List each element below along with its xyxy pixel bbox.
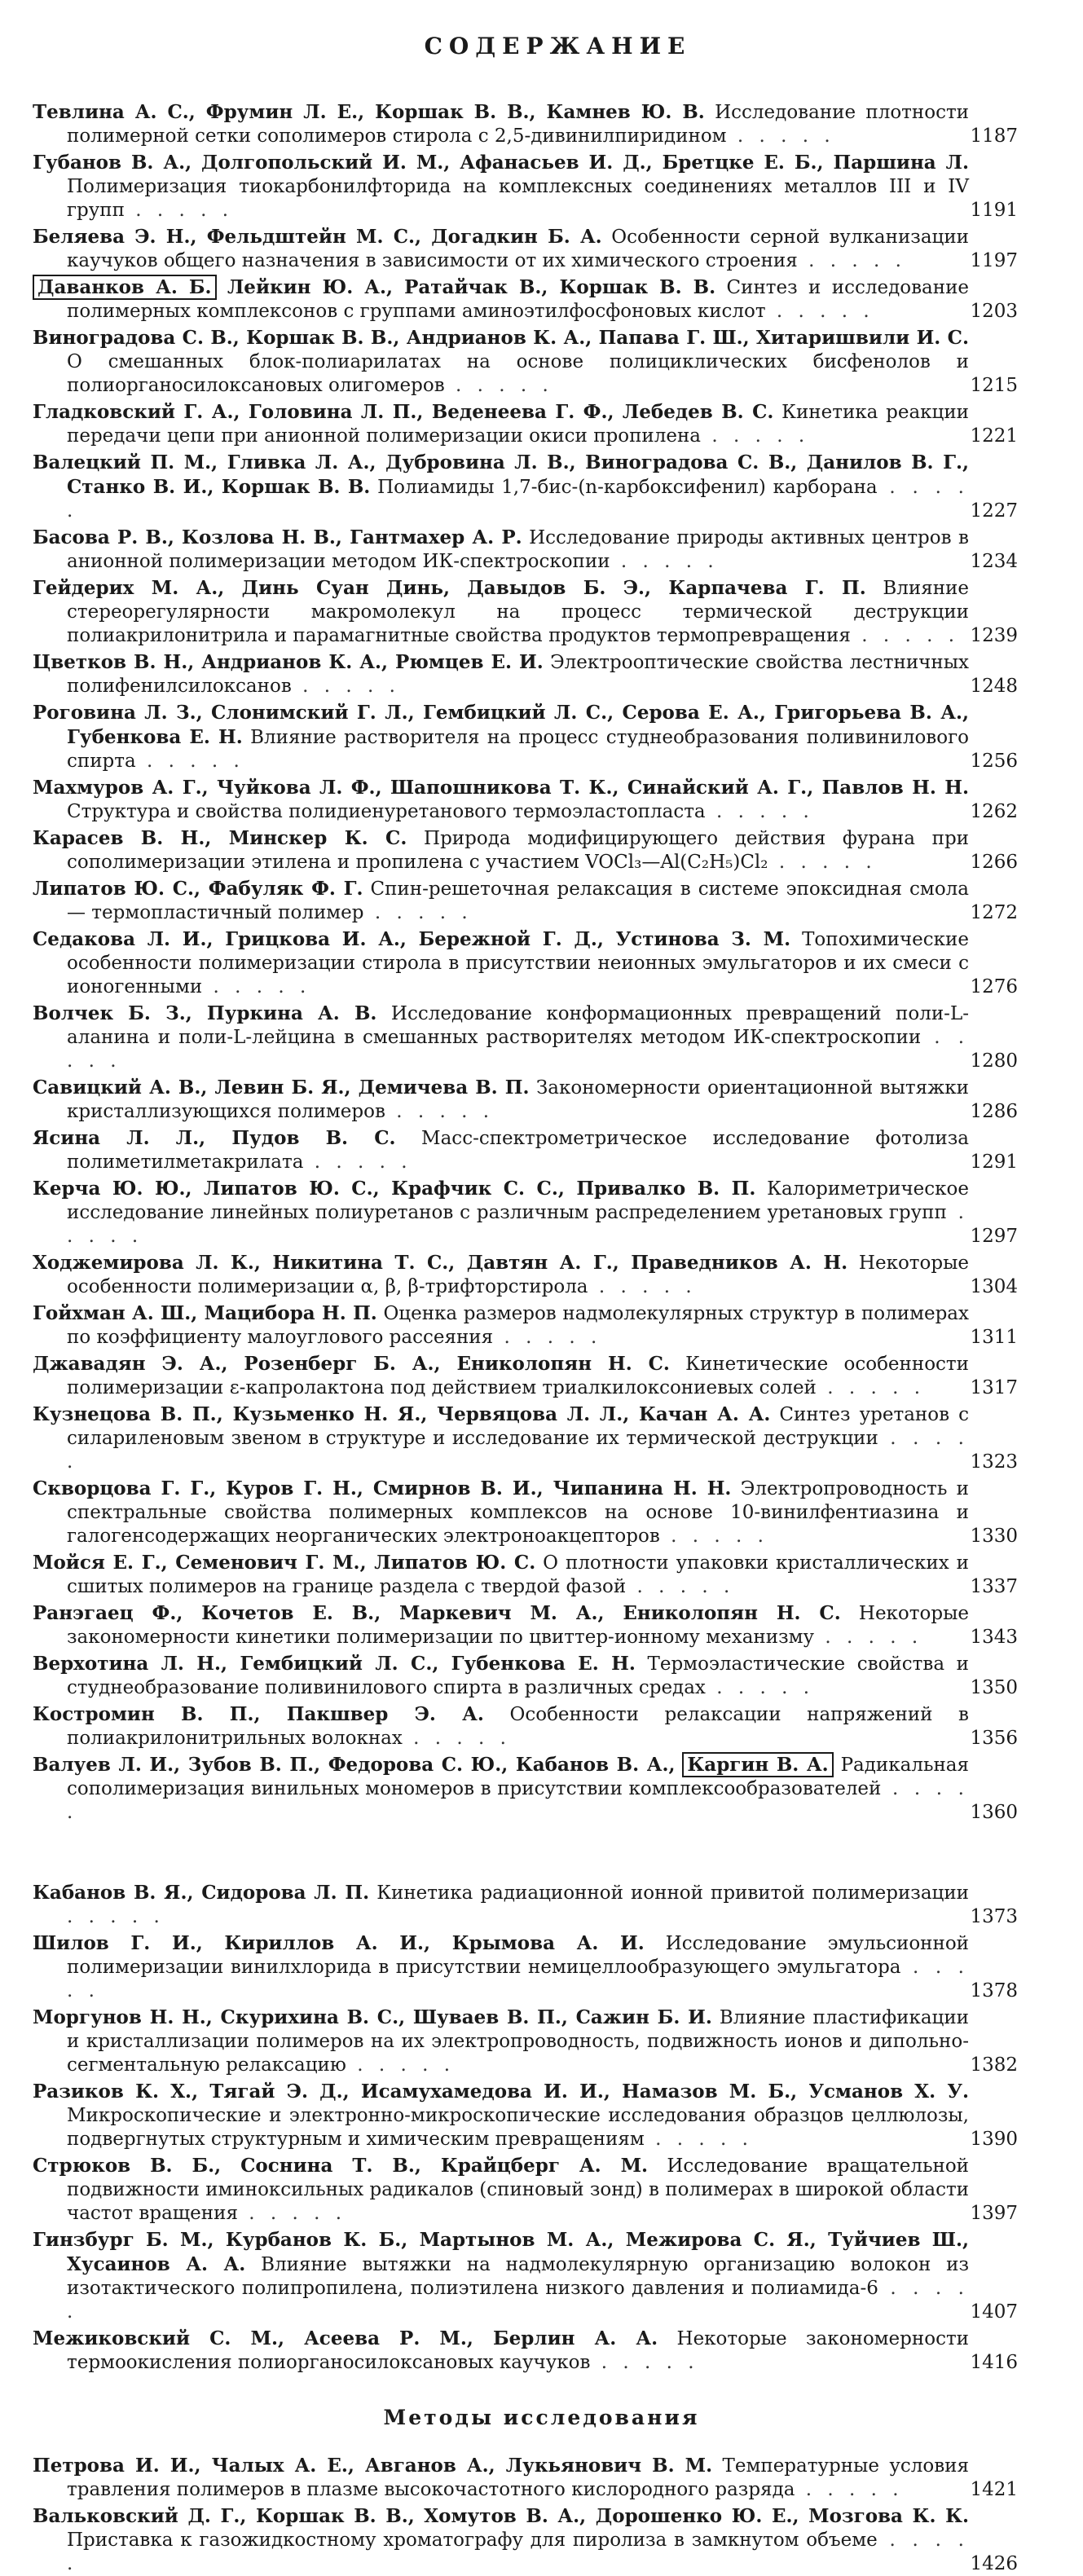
entry-title: Термоэластические свойства и студнеобразование поливинилового спирта в различных средах xyxy=(67,1653,970,1698)
toc-entry xyxy=(33,526,1050,574)
entry-text xyxy=(33,927,969,999)
leader-dots: . . . . . xyxy=(816,1377,926,1398)
entry-text xyxy=(33,400,969,448)
entry-title: Спин-решеточная релаксация в системе эпоксидная смола — термопластичный полимер xyxy=(67,878,969,923)
toc-entry xyxy=(33,225,1050,273)
leader-dots: . . . . . xyxy=(850,625,960,646)
toc-entry xyxy=(33,2006,1050,2077)
entry-title: Приставка к газожидкостному хроматографу для пиролиза в замкнутом объеме xyxy=(67,2530,878,2551)
entry-title: Калориметрическое исследование линейных полиуретанов с различным распределением уретановых групп xyxy=(67,1178,969,1223)
leader-dots: . . . . . xyxy=(588,1276,697,1297)
entry-title: О смешанных блок-полиарилатах на основе полициклических бисфенолов и полиорганосилоксановых олигомеров xyxy=(67,351,969,396)
entry-page-number: 1297 xyxy=(970,1226,1018,1247)
entry-authors: Савицкий А. В., Левин Б. Я., Демичева В. П. xyxy=(33,1077,530,1099)
entry-authors: Басова Р. В., Козлова Н. В., Гантмахер А. Р. xyxy=(33,526,522,548)
toc-entry xyxy=(33,275,1050,324)
entry-title: Закономерности ориентационной вытяжки кристаллизующихся полимеров xyxy=(67,1077,969,1122)
leader-dots: . . . . . xyxy=(705,1677,815,1698)
leader-dots: . . . . . xyxy=(814,1627,923,1648)
entry-title: Синтез и исследование полимерных комплексонов с группами аминоэтилфосфоновых кислот xyxy=(67,277,970,322)
leader-dots: . . . . . xyxy=(765,301,874,322)
toc-entry xyxy=(33,826,1050,874)
entry-text xyxy=(33,2327,969,2375)
toc-entry xyxy=(33,1477,1050,1548)
entry-title: Некоторые закономерности термоокисления полиорганосилоксановых каучуков xyxy=(67,2328,969,2373)
entry-page-number: 1291 xyxy=(970,1151,1018,1173)
entry-title: Полиамиды 1,7-бис-(n-карбоксифенил) карборана xyxy=(377,477,878,498)
entry-text xyxy=(33,1126,969,1174)
leader-dots: . . . . . xyxy=(795,2479,904,2500)
entry-text xyxy=(33,576,969,648)
entry-authors: Мойся Е. Г., Семенович Г. М., Липатов Ю. С. xyxy=(33,1552,536,1574)
entry-title: Радикальная сополимеризация винильных мономеров в присутствии комплексообразователей xyxy=(67,1755,970,1799)
entry-text xyxy=(33,526,969,574)
leader-dots: . . . . . xyxy=(610,551,719,572)
entry-authors: Кузнецова В. П., Кузьменко Н. Я., Червяцова Л. Л., Качан А. А. xyxy=(33,1403,771,1425)
entry-text xyxy=(33,1002,969,1073)
leader-dots: . . . . . xyxy=(797,250,906,271)
entry-title: Температурные условия травления полимеров в плазме высокочастотного кислородного разряда xyxy=(67,2455,969,2500)
entry-title: Структура и свойства полидиенуретанового термоэластопласта xyxy=(67,801,706,822)
entry-title: Влияние стереорегулярности макромолекул на процесс термической деструкции полиакрилонитрила и парамагнитные свойства продуктов термопревращения xyxy=(67,578,969,646)
toc-entry xyxy=(33,2327,1050,2375)
entry-page-number: 1234 xyxy=(970,551,1018,572)
entry-text xyxy=(33,1076,969,1124)
entry-authors: Валецкий П. М., Гливка Л. А., Дубровина Л. В., Виноградова С. В., Данилов В. Г., Станко В. И., Коршак В. В. xyxy=(33,451,969,498)
entry-authors: Ходжемирова Л. К., Никитина Т. С., Давтян А. Г., Праведников А. Н. xyxy=(33,1252,848,1274)
entry-page-number: 1262 xyxy=(970,801,1018,822)
entry-title: Микроскопические и электронно-микроскопические исследования образцов целлюлозы, подвергнутых структурным и химическим превращениям xyxy=(67,2105,969,2150)
entry-authors: Роговина Л. З., Слонимский Г. Л., Гембицкий Л. С., Серова Е. А., Григорьева В. А., Губенкова Е. Н. xyxy=(33,702,969,748)
entry-authors: Цветков В. Н., Андрианов К. А., Рюмцев Е. И. xyxy=(33,651,544,673)
entry-page-number: 1215 xyxy=(970,375,1018,396)
entry-authors: Вальковский Д. Г., Коршак В. В., Хомутов В. А., Дорошенко Ю. Е., Мозгова К. К. xyxy=(33,2505,969,2527)
entry-authors: Карасев В. Н., Минскер К. С. xyxy=(33,827,407,849)
leader-dots: . . . . . xyxy=(626,1576,735,1597)
leader-dots: . . . . . xyxy=(291,676,400,697)
entry-authors: Гейдерих М. А., Динь Суан Динь, Давыдов Б. Э., Карпачева Г. П. xyxy=(33,577,866,599)
entry-text xyxy=(33,1177,969,1248)
entry-page-number: 1373 xyxy=(970,1906,1018,1927)
entry-text xyxy=(33,1251,969,1299)
leader-dots: . . . . . xyxy=(124,200,234,221)
entry-page-number: 1272 xyxy=(970,902,1018,923)
toc-entry xyxy=(33,151,1050,222)
toc-entry xyxy=(33,1702,1050,1750)
leader-dots: . . . . . xyxy=(67,2530,969,2574)
entry-text xyxy=(33,100,969,148)
entry-title: Влияние пластификации и кристаллизации полимеров на их электропроводность, подвижность ионов и дипольно-сегментальную релаксацию xyxy=(67,2007,969,2076)
entry-title: Кинетические особенности полимеризации ε-капролактона под действием триалкилоксониевых солей xyxy=(67,1354,969,1398)
toc-entry xyxy=(33,2154,1050,2226)
leader-dots: . . . . . xyxy=(590,2352,699,2373)
entry-title: Природа модифицирующего действия фурана при сополимеризации этилена и пропилена с участием VOCl₃—Al(C₂H₅)Cl₂ xyxy=(67,828,969,873)
leader-dots: . . . . . xyxy=(303,1151,412,1173)
entry-authors: Скворцова Г. Г., Куров Г. Н., Смирнов В. И., Чипанина Н. Н. xyxy=(33,1477,732,1499)
entry-title: Топохимические особенности полимеризации стирола в присутствии неионных эмульгаторов и их смеси с ионогенными xyxy=(67,929,969,997)
entry-text xyxy=(33,1352,969,1400)
entry-text xyxy=(33,1301,969,1350)
leader-dots: . . . . . xyxy=(444,375,553,396)
entry-authors: Валуев Л. И., Зубов В. П., Федорова С. Ю., Кабанов В. А., xyxy=(33,1754,676,1776)
entry-title: Исследование природы активных центров в анионной полимеризации методом ИК-спектроскопии xyxy=(67,527,969,572)
entry-page-number: 1323 xyxy=(970,1451,1018,1473)
leader-dots: . . . . . xyxy=(726,125,835,147)
entry-text xyxy=(33,326,969,398)
entry-page-number: 1378 xyxy=(970,1980,1018,2001)
entry-title: Электропроводность и спектральные свойства полимерных комплексов на основе 10-винилфентиазина и галогенсодержащих неорганических электроноакцепторов xyxy=(67,1478,970,1547)
entry-authors: Волчек Б. З., Пуркина А. В. xyxy=(33,1002,377,1024)
methods-section-title: Методы исследования xyxy=(383,2406,700,2429)
entry-page-number: 1337 xyxy=(970,1576,1018,1597)
entry-page-number: 1191 xyxy=(970,200,1018,221)
toc-entry xyxy=(33,2504,1050,2576)
entry-page-number: 1416 xyxy=(970,2352,1018,2373)
toc-entry xyxy=(33,2080,1050,2151)
toc-entry xyxy=(33,877,1050,925)
entry-authors: Тевлина А. С., Фрумин Л. Е., Коршак В. В., Камнев Ю. В. xyxy=(33,101,705,123)
entry-title: Исследование конформационных превращений поли-L-аланина и поли-L-лейцина в смешанных растворителях методом ИК-спектроскопии xyxy=(67,1003,969,1048)
entry-text xyxy=(33,2504,969,2576)
leader-dots: . . . . . xyxy=(402,1728,511,1749)
deceased-author-box: Каргин В. А. xyxy=(682,1752,833,1777)
entry-text xyxy=(33,2454,969,2502)
entry-authors: Джавадян Э. А., Розенберг Б. А., Ениколопян Н. С. xyxy=(33,1353,670,1375)
entry-authors: Беляева Э. Н., Фельдштейн М. С., Догадкин Б. А. xyxy=(33,226,602,248)
entry-page-number: 1197 xyxy=(970,250,1018,271)
toc-entry xyxy=(33,1652,1050,1700)
entry-title: Кинетика радиационной ионной привитой полимеризации xyxy=(376,1882,970,1904)
toc-entry xyxy=(33,1251,1050,1299)
entry-authors: Моргунов Н. Н., Скурихина В. С., Шуваев В. П., Сажин Б. И. xyxy=(33,2006,712,2028)
entry-page-number: 1330 xyxy=(970,1526,1018,1547)
entry-text xyxy=(33,275,969,324)
entry-text xyxy=(33,151,969,222)
entry-authors: Костромин В. П., Пакшвер Э. А. xyxy=(33,1703,484,1725)
entry-title: Некоторые закономерности кинетики полимеризации по цвиттер-ионному механизму xyxy=(67,1603,969,1648)
entry-text xyxy=(33,877,969,925)
entry-page-number: 1276 xyxy=(970,976,1018,997)
leader-dots: . . . . . xyxy=(67,477,969,522)
entry-page-number: 1350 xyxy=(970,1677,1018,1698)
leader-dots: . . . . . xyxy=(346,2054,456,2076)
toc-entry xyxy=(33,1301,1050,1350)
leader-dots: . . . . . xyxy=(493,1327,602,1348)
entry-page-number: 1317 xyxy=(970,1377,1018,1398)
entry-page-number: 1239 xyxy=(970,625,1018,646)
toc-entry xyxy=(33,650,1050,698)
entry-text xyxy=(33,2228,969,2324)
entry-page-number: 1266 xyxy=(970,852,1018,873)
entry-page-number: 1221 xyxy=(970,425,1018,447)
toc-entry xyxy=(33,326,1050,398)
toc-entry xyxy=(33,451,1050,523)
entry-page-number: 1426 xyxy=(970,2553,1018,2574)
entry-title: Полимеризация тиокарбонилфторида на комплексных соединениях металлов III и IV групп xyxy=(67,176,969,221)
toc-entry xyxy=(33,1881,1050,1929)
toc-entry xyxy=(33,1352,1050,1400)
leader-dots: . . . . . xyxy=(67,1428,969,1473)
group-gap xyxy=(33,1827,1050,1881)
entry-page-number: 1407 xyxy=(970,2301,1018,2323)
entry-authors: Махмуров А. Г., Чуйкова Л. Ф., Шапошникова Т. К., Синайский А. Г., Павлов Н. Н. xyxy=(33,777,969,799)
toc-entry xyxy=(33,2228,1050,2324)
entry-page-number: 1382 xyxy=(970,2054,1018,2076)
entry-title: Влияние вытяжки на надмолекулярную организацию волокон из изотактического полипропилена, полиэтилена низкого давления и полиамида-6 xyxy=(67,2254,970,2299)
entry-page-number: 1280 xyxy=(970,1050,1018,1072)
entry-text xyxy=(33,1652,969,1700)
entry-authors: Гинзбург Б. М., Курбанов К. Б., Мартынов М. А., Межирова С. Я., Туйчиев Ш., Хусаинов А. А. xyxy=(33,2229,969,2275)
entry-title: Исследование эмульсионной полимеризации винилхлорида в присутствии немицеллообразующего эмульгатора xyxy=(67,1933,970,1978)
entry-text xyxy=(33,1881,969,1929)
contents-list-short xyxy=(33,1881,1050,2375)
entry-text xyxy=(33,2006,969,2077)
leader-dots: . . . . . xyxy=(237,2203,347,2224)
entry-title: Масс-спектрометрическое исследование фотолиза полиметилметакрилата xyxy=(67,1128,969,1173)
entry-page-number: 1343 xyxy=(970,1627,1018,1648)
entry-authors: Петрова И. И., Чалых А. Е., Авганов А., Лукьянович В. М. xyxy=(33,2455,713,2477)
toc-entry xyxy=(33,776,1050,824)
entry-title: Электрооптические свойства лестничных полифенилсилоксанов xyxy=(67,652,969,697)
leader-dots: . . . . . xyxy=(385,1101,495,1122)
entry-title: Влияние растворителя на процесс студнеобразования поливинилового спирта xyxy=(67,727,969,772)
entry-text xyxy=(33,1931,969,2003)
leader-dots: . . . . . xyxy=(701,425,810,447)
entry-authors: Гладковский Г. А., Головина Л. П., Веденеева Г. Ф., Лебедев В. С. xyxy=(33,401,774,423)
entry-authors: Верхотина Л. Н., Гембицкий Л. С., Губенкова Е. Н. xyxy=(33,1653,636,1675)
entry-title: Исследование плотности полимерной сетки сополимеров стирола с 2,5-дивинилпиридином xyxy=(67,102,970,147)
entry-title: О плотности упаковки кристаллических и сшитых полимеров на границе раздела с твердой фазой xyxy=(67,1552,969,1597)
toc-entry xyxy=(33,100,1050,148)
entry-page-number: 1286 xyxy=(970,1101,1018,1122)
toc-entry xyxy=(33,1126,1050,1174)
toc-entry xyxy=(33,1753,1050,1825)
toc-entry xyxy=(33,2454,1050,2502)
entry-authors: Межиковский С. М., Асеева Р. М., Берлин А. А. xyxy=(33,2327,658,2349)
deceased-author-box: Даванков А. Б. xyxy=(33,275,217,300)
entry-authors: Разиков К. Х., Тягай Э. Д., Исамухамедова И. И., Намазов М. Б., Усманов Х. У. xyxy=(33,2081,969,2103)
entry-page-number: 1227 xyxy=(970,500,1018,522)
entry-authors: Шилов Г. И., Кириллов А. И., Крымова А. И. xyxy=(33,1932,645,1954)
entry-text xyxy=(33,1551,969,1599)
entry-authors: Стрюков В. Б., Соснина Т. В., Крайцберг А. М. xyxy=(33,2155,649,2177)
entry-page-number: 1390 xyxy=(970,2129,1018,2150)
entry-text xyxy=(33,776,969,824)
entry-authors: Липатов Ю. С., Фабуляк Ф. Г. xyxy=(33,878,363,900)
entry-authors: Керча Ю. Ю., Липатов Ю. С., Крафчик С. С., Привалко В. П. xyxy=(33,1178,756,1200)
entry-title: Особенности серной вулканизации каучуков общего назначения в зависимости от их химического строения xyxy=(67,227,970,271)
entry-text xyxy=(33,1702,969,1750)
leader-dots: . . . . . xyxy=(67,2278,969,2323)
toc-entry xyxy=(33,701,1050,773)
contents-list-methods xyxy=(33,2454,1050,2576)
entry-authors: Гойхман А. Ш., Мацибора Н. П. xyxy=(33,1302,377,1324)
entry-page-number: 1360 xyxy=(970,1802,1018,1823)
entry-text xyxy=(33,650,969,698)
toc-entry xyxy=(33,1177,1050,1248)
entry-page-number: 1421 xyxy=(970,2479,1018,2500)
contents-list-main xyxy=(33,100,1050,1825)
entry-page-number: 1397 xyxy=(970,2203,1018,2224)
toc-entry xyxy=(33,576,1050,648)
leader-dots: . . . . . xyxy=(67,1202,969,1247)
entry-title: Оценка размеров надмолекулярных структур в полимерах по коэффициенту малоуглового рассеяния xyxy=(67,1303,969,1348)
entry-title: Некоторые особенности полимеризации α, β, β-трифторстирола xyxy=(67,1253,970,1297)
entry-title: Исследование вращательной подвижности иминоксильных радикалов (спиновый зонд) в полимерах в широкой области частот вращения xyxy=(67,2155,970,2224)
entry-title: Особенности релаксации напряжений в полиакрилонитрильных волокнах xyxy=(67,1704,970,1749)
entry-authors: Ранэгаец Ф., Кочетов Е. В., Маркевич М. А., Ениколопян Н. С. xyxy=(33,1602,841,1624)
entry-authors: Седакова Л. И., Грицкова И. А., Бережной Г. Д., Устинова З. М. xyxy=(33,928,791,950)
leader-dots: . . . . . xyxy=(202,976,311,997)
leader-dots: . . . . . xyxy=(135,751,244,772)
entry-authors: Кабанов В. Я., Сидорова Л. П. xyxy=(33,1882,370,1904)
entry-page-number: 1256 xyxy=(970,751,1018,772)
entry-page-number: 1248 xyxy=(970,676,1018,697)
leader-dots: . . . . . xyxy=(67,1957,969,2001)
entry-authors: Виноградова С. В., Коршак В. В., Андрианов К. А., Папава Г. Ш., Хитаришвили И. С. xyxy=(33,327,969,349)
toc-entry xyxy=(33,1002,1050,1073)
toc-entry xyxy=(33,1551,1050,1599)
entry-text xyxy=(33,2080,969,2151)
leader-dots: . . . . . xyxy=(363,902,473,923)
entry-text xyxy=(33,1753,969,1825)
entry-title: Синтез уретанов с силариленовым звеном в структуре и исследование их термической деструкции xyxy=(67,1404,969,1449)
entry-text xyxy=(33,826,969,874)
entry-page-number: 1311 xyxy=(970,1327,1018,1348)
leader-dots: . . . . . xyxy=(644,2129,753,2150)
entry-text xyxy=(33,1601,969,1649)
entry-text xyxy=(33,1477,969,1548)
toc-entry xyxy=(33,927,1050,999)
entry-authors: Ясина Л. Л., Пудов В. С. xyxy=(33,1127,396,1149)
entry-text xyxy=(33,701,969,773)
toc-entry xyxy=(33,1076,1050,1124)
toc-entry xyxy=(33,1601,1050,1649)
contents-heading: СОДЕРЖАНИЕ xyxy=(424,33,692,59)
entry-text xyxy=(33,1402,969,1474)
toc-entry xyxy=(33,400,1050,448)
leader-dots: . . . . . xyxy=(67,1778,969,1823)
entry-page-number: 1304 xyxy=(970,1276,1018,1297)
entry-page-number: 1187 xyxy=(970,125,1018,147)
leader-dots: . . . . . xyxy=(768,852,877,873)
toc-entry xyxy=(33,1402,1050,1474)
entry-text xyxy=(33,2154,969,2226)
entry-title: Кинетика реакции передачи цепи при анионной полимеризации окиси пропилена xyxy=(67,402,969,447)
leader-dots: . . . . . xyxy=(705,801,814,822)
entry-authors: Губанов В. А., Долгопольский И. М., Афанасьев И. Д., Бретцке Е. Б., Паршина Л. xyxy=(33,152,969,174)
entry-authors: Лейкин Ю. А., Ратайчак В., Коршак В. В. xyxy=(227,276,716,298)
leader-dots: . . . . . xyxy=(67,1027,969,1072)
leader-dots: . . . . . xyxy=(67,1906,165,1927)
leader-dots: . . . . . xyxy=(659,1526,768,1547)
entry-text xyxy=(33,451,969,523)
toc-entry xyxy=(33,1931,1050,2003)
entry-text xyxy=(33,225,969,273)
entry-page-number: 1203 xyxy=(970,301,1018,322)
entry-page-number: 1356 xyxy=(970,1728,1018,1749)
